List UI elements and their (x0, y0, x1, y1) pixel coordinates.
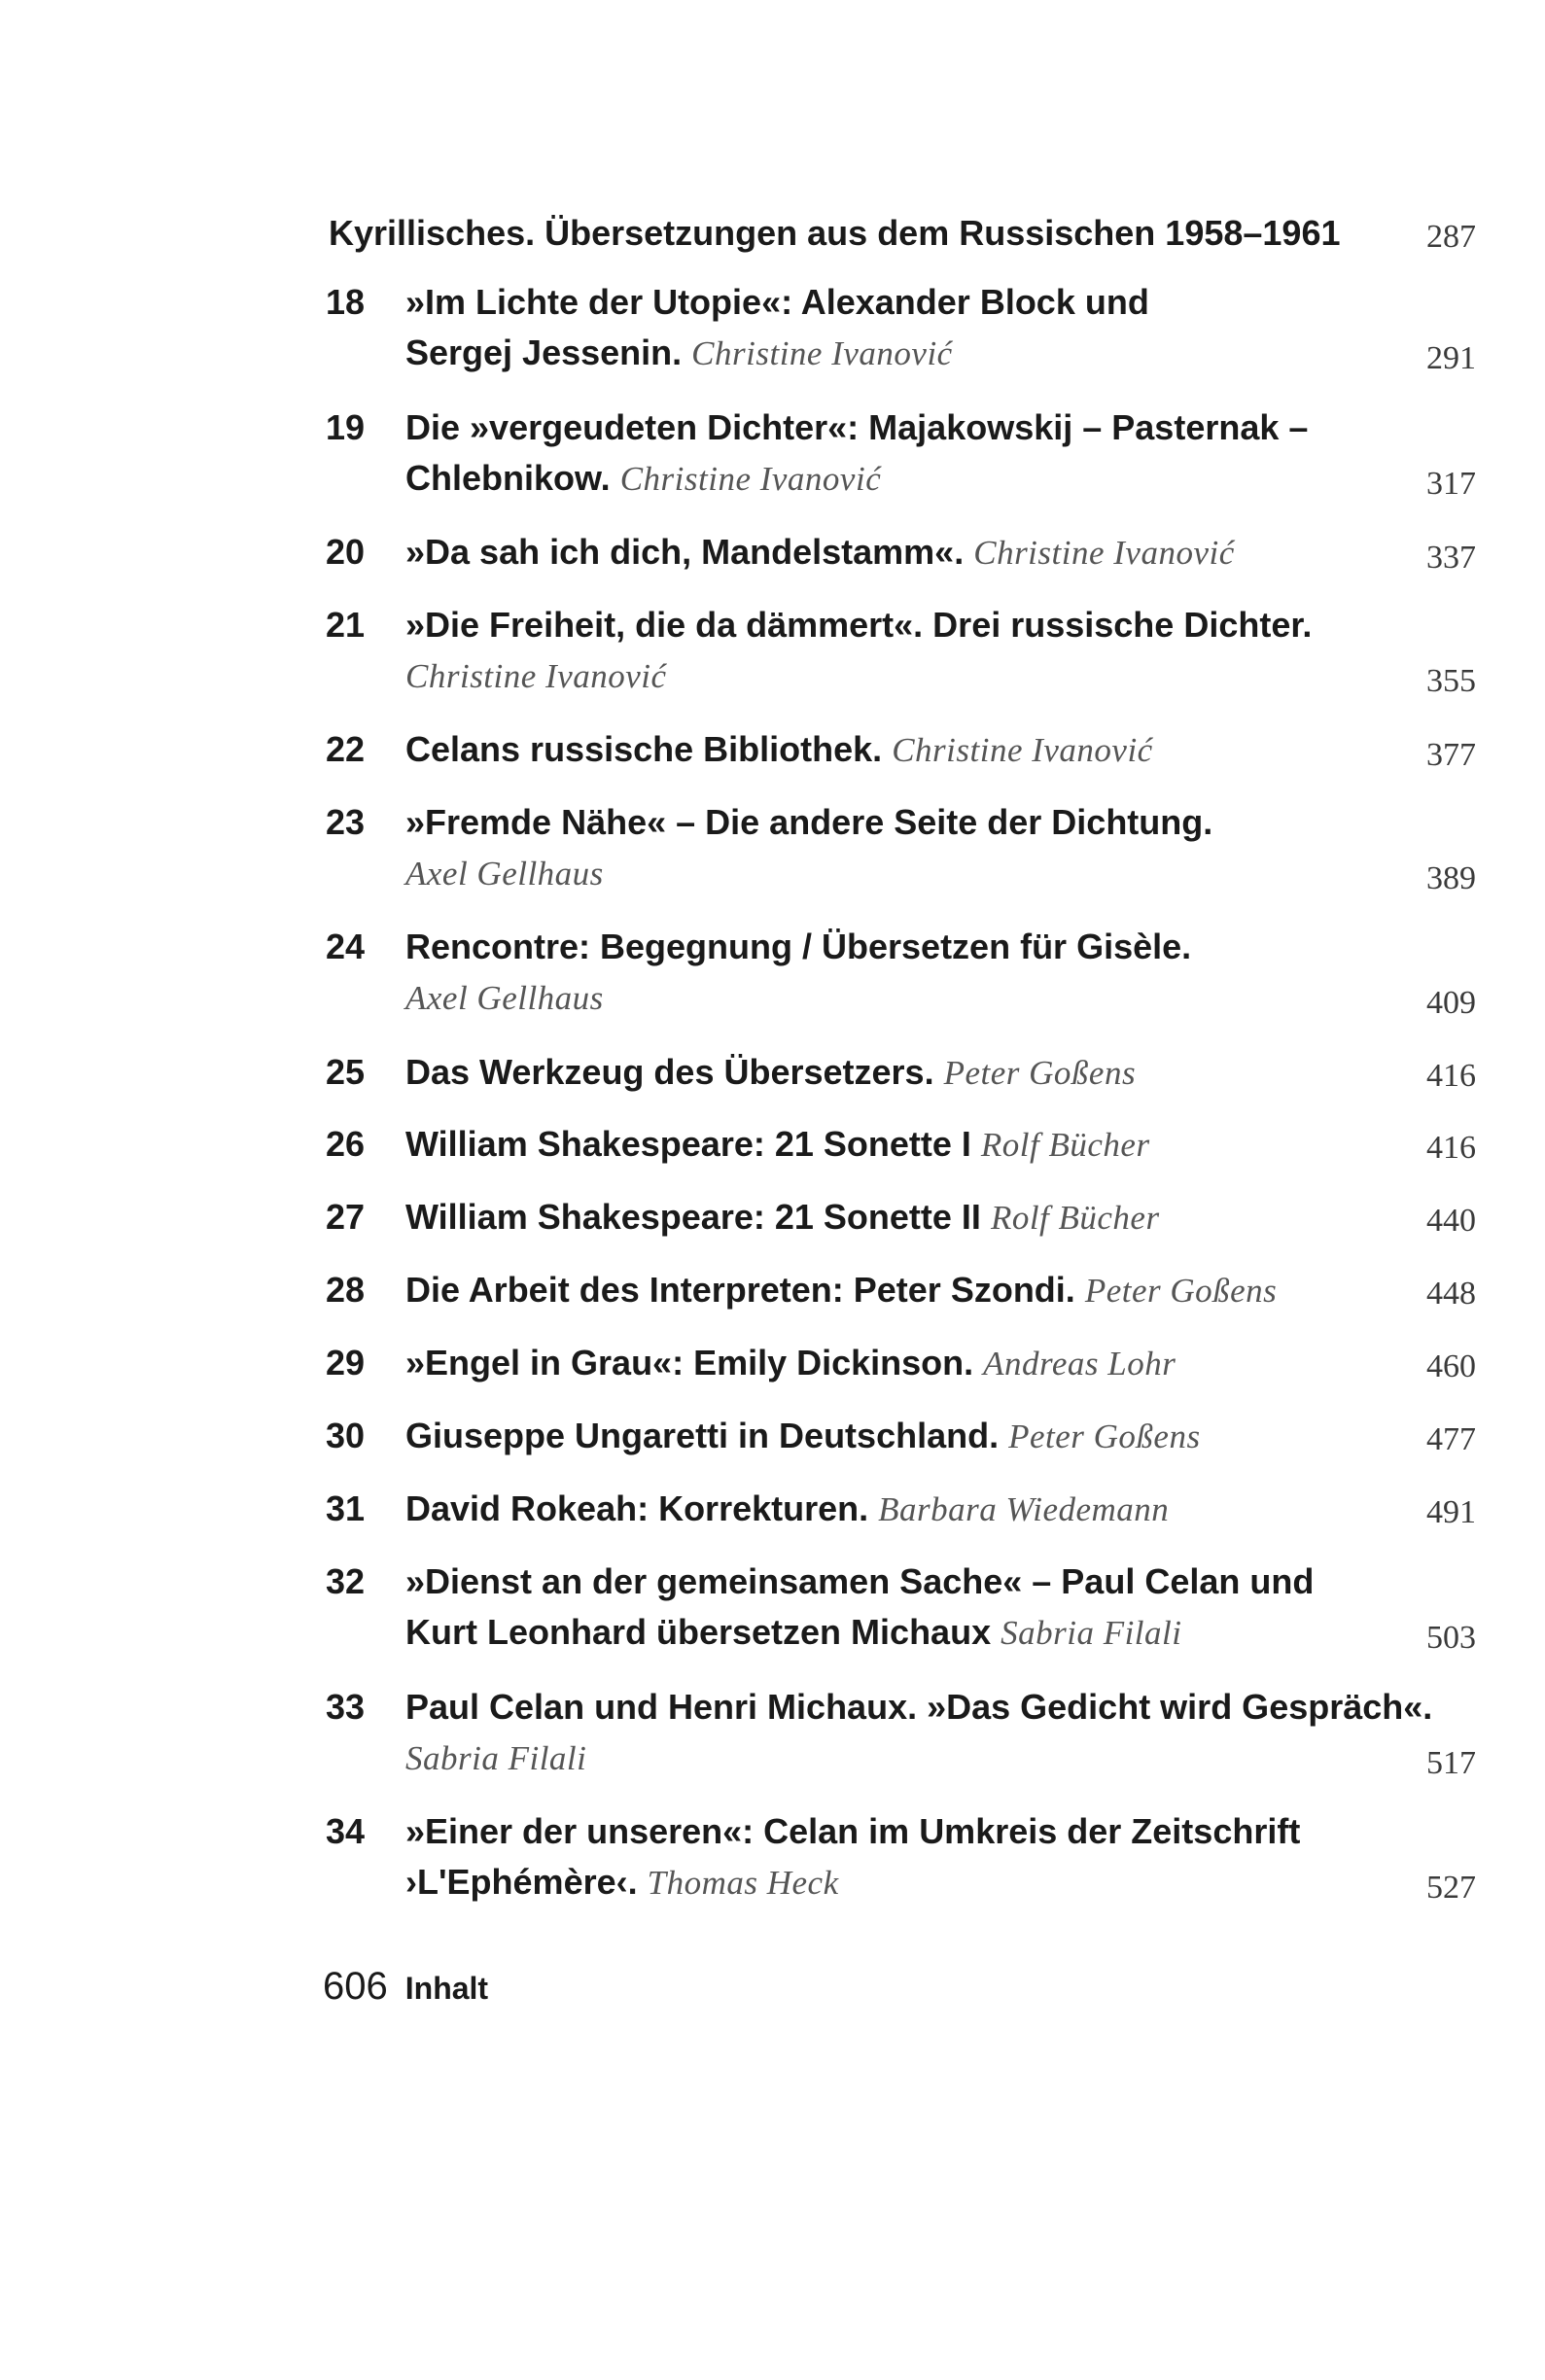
chapter-number: 34 (326, 1811, 366, 1851)
chapter-title: »Da sah ich dich, Mandelstamm«. Christine Ivanović (405, 532, 1235, 572)
chapter-author: Axel Gellhaus (405, 979, 604, 1017)
chapter-page-number: 291 (1426, 340, 1476, 376)
chapter-number: 30 (326, 1416, 366, 1455)
chapter-title: Die Arbeit des Interpreten: Peter Szondi. Peter Goßens (405, 1270, 1278, 1310)
chapter-author: Christine Ivanović (691, 334, 953, 372)
chapter-number: 18 (326, 282, 366, 322)
chapter-page-number: 440 (1426, 1203, 1476, 1239)
chapter-number: 19 (326, 407, 366, 447)
chapter-title-continued (405, 650, 667, 702)
chapter-title-continued: Kurt Leonhard übersetzen Michaux Sabria Filali (405, 1612, 1182, 1652)
chapter-title: Rencontre: Begegnung / Übersetzen für Gisèle. (405, 927, 1192, 966)
chapter-author: Barbara Wiedemann (878, 1490, 1170, 1528)
chapter-page-number: 517 (1426, 1745, 1476, 1781)
chapter-title: »Engel in Grau«: Emily Dickinson. Andreas Lohr (405, 1343, 1176, 1382)
chapter-author: Rolf Bücher (980, 1126, 1150, 1164)
chapter-page-number: 448 (1426, 1276, 1476, 1312)
chapter-title: »Die Freiheit, die da dämmert«. Drei russische Dichter. (405, 605, 1313, 645)
chapter-number: 20 (326, 532, 366, 572)
chapter-page-number: 477 (1426, 1421, 1476, 1457)
chapter-title-continued (405, 848, 604, 899)
chapter-author: Andreas Lohr (983, 1345, 1176, 1382)
chapter-author: Sabria Filali (405, 1739, 587, 1777)
chapter-page-number: 491 (1426, 1494, 1476, 1530)
chapter-title-continued (405, 972, 604, 1024)
chapter-author: Thomas Heck (647, 1864, 839, 1902)
chapter-page-number: 317 (1426, 466, 1476, 502)
chapter-number: 25 (326, 1052, 366, 1092)
section-title: Kyrillisches. Übersetzungen aus dem Russischen 1958–1961 (329, 213, 1341, 253)
chapter-page-number: 416 (1426, 1058, 1476, 1094)
chapter-title: »Dienst an der gemeinsamen Sache« – Paul Celan und (405, 1561, 1315, 1601)
chapter-number: 23 (326, 802, 366, 842)
chapter-author: Rolf Bücher (990, 1199, 1160, 1237)
chapter-title-continued (405, 1732, 586, 1784)
chapter-page-number: 503 (1426, 1620, 1476, 1656)
chapter-title: William Shakespeare: 21 Sonette I Rolf Bücher (405, 1124, 1150, 1164)
chapter-title-continued: Chlebnikow. Christine Ivanović (405, 458, 882, 498)
chapter-title-continued: ›L'Ephémère‹. Thomas Heck (405, 1862, 839, 1902)
chapter-author: Christine Ivanović (892, 731, 1153, 769)
chapter-title: »Fremde Nähe« – Die andere Seite der Dichtung. (405, 802, 1213, 842)
chapter-number: 33 (326, 1687, 366, 1727)
chapter-page-number: 389 (1426, 860, 1476, 896)
chapter-title: David Rokeah: Korrekturen. Barbara Wiedemann (405, 1488, 1170, 1528)
chapter-number: 24 (326, 927, 366, 966)
chapter-title: Giuseppe Ungaretti in Deutschland. Peter Goßens (405, 1416, 1201, 1455)
page-number: 606 (323, 1965, 388, 2008)
chapter-page-number: 337 (1426, 540, 1476, 576)
chapter-author: Sabria Filali (1001, 1614, 1182, 1652)
chapter-page-number: 377 (1426, 737, 1476, 773)
chapter-title: »Im Lichte der Utopie«: Alexander Block und (405, 282, 1149, 322)
chapter-number: 28 (326, 1270, 366, 1310)
chapter-number: 31 (326, 1488, 366, 1528)
chapter-title: Celans russische Bibliothek. Christine Ivanović (405, 729, 1153, 769)
chapter-page-number: 460 (1426, 1348, 1476, 1384)
chapter-number: 26 (326, 1124, 366, 1164)
chapter-number: 29 (326, 1343, 366, 1382)
chapter-author: Peter Goßens (1084, 1272, 1278, 1310)
running-title: Inhalt (404, 1971, 489, 2006)
chapter-title-continued: Sergej Jessenin. Christine Ivanović (405, 332, 953, 372)
chapter-title: Die »vergeudeten Dichter«: Majakowskij – Pasternak – (405, 407, 1309, 447)
chapter-author: Christine Ivanović (973, 534, 1235, 572)
chapter-title: »Einer der unseren«: Celan im Umkreis der Zeitschrift (405, 1811, 1301, 1851)
chapter-page-number: 409 (1426, 985, 1476, 1021)
page-footer (323, 1959, 488, 2013)
chapter-title: Das Werkzeug des Übersetzers. Peter Goßens (405, 1052, 1137, 1092)
chapter-number: 27 (326, 1197, 366, 1237)
chapter-number: 32 (326, 1561, 366, 1601)
section-heading (329, 208, 1476, 259)
chapter-page-number: 416 (1426, 1130, 1476, 1166)
chapter-page-number: 527 (1426, 1870, 1476, 1906)
chapter-author: Peter Goßens (1008, 1418, 1201, 1455)
section-page-number: 287 (1426, 219, 1476, 255)
chapter-title: Paul Celan und Henri Michaux. »Das Gedicht wird Gespräch«. (405, 1687, 1433, 1727)
chapter-author: Christine Ivanović (405, 657, 667, 695)
chapter-author: Axel Gellhaus (405, 855, 604, 892)
chapter-page-number: 355 (1426, 663, 1476, 699)
chapter-title: William Shakespeare: 21 Sonette II Rolf Bücher (405, 1197, 1160, 1237)
chapter-author: Peter Goßens (943, 1054, 1137, 1092)
chapter-number: 21 (326, 605, 366, 645)
chapter-number: 22 (326, 729, 366, 769)
chapter-author: Christine Ivanović (619, 460, 882, 498)
